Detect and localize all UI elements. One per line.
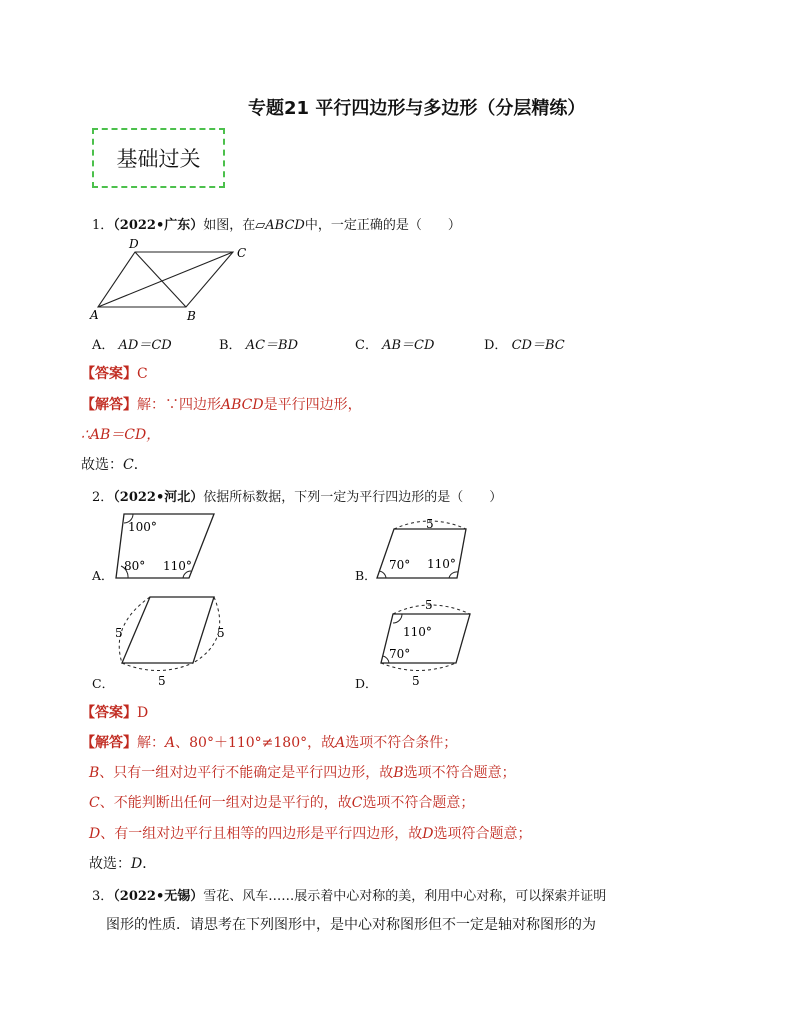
q2-figa-angle-br: 110°	[163, 559, 192, 573]
q2-figb-top-label: 5	[426, 517, 434, 531]
q2-figa-angle-top: 100°	[128, 520, 157, 534]
q1-stem-text-a: 如图，在	[203, 218, 256, 233]
q2-answer: 【答案】D	[81, 705, 149, 721]
q1-option-b: B． AC＝BD	[219, 338, 299, 353]
q1-vertex-A: A	[90, 308, 99, 322]
q2-option-a-label: A．	[92, 568, 114, 583]
q1-stem	[92, 214, 461, 233]
q2-figc-bottom-label: 5	[158, 674, 166, 688]
q2-number: 2．	[92, 490, 114, 505]
q2-figd-bottom-label: 5	[412, 674, 420, 688]
q2-solution-line1: 【解答】解：A、80°＋110°≠180°，故A选项不符合条件；	[81, 735, 458, 751]
q2-stem-text: 依据所标数据，下列一定为平行四边形的是（ ）	[203, 490, 503, 505]
q1-solution-line2: ∴AB＝CD，	[81, 427, 161, 443]
q2-source: （2022•河北）	[113, 490, 204, 505]
section-badge	[92, 128, 225, 188]
parallelogram-symbol: ▱	[255, 218, 266, 233]
q1-answer: 【答案】C	[81, 366, 148, 382]
q1-vertex-D: D	[129, 237, 139, 251]
q2-figc-left-label: 5	[115, 626, 123, 640]
q3-stem-line1: 3．（2022•无锡）雪花、风车……展示着中心对称的美，利用中心对称，可以探索并证明	[92, 889, 607, 904]
q1-option-c: C． AB＝CD	[355, 338, 435, 353]
q3-stem-line2: 图形的性质．请思考在下列图形中，是中心对称图形但不一定是轴对称图形的为	[106, 917, 596, 933]
q1-vertex-C: C	[237, 246, 247, 260]
section-badge-label: 基础过关	[116, 147, 201, 171]
q1-vertex-B: B	[187, 309, 196, 323]
q2-option-d-label: D．	[355, 676, 378, 691]
q2-figure-a	[116, 514, 214, 578]
q2-choose: 故选：D．	[89, 856, 157, 872]
q2-figb-angle-left: 70°	[389, 558, 411, 572]
q2-figure-c	[119, 597, 219, 671]
q1-solution-line1: 【解答】解：∵四边形ABCD是平行四边形，	[81, 397, 362, 413]
q1-option-d: D． CD＝BC	[484, 338, 565, 353]
q1-choose: 故选：C．	[81, 457, 148, 473]
q2-option-c-label: C．	[92, 676, 115, 691]
q1-source: （2022•广东）	[113, 218, 204, 233]
q2-figa-angle-bl: 80°	[124, 559, 146, 573]
q1-option-a: A． AD＝CD	[92, 338, 172, 353]
q1-stem-text-b: 中，一定正确的是（ ）	[304, 218, 461, 233]
q1-parallelogram	[98, 252, 233, 307]
q2-solution-line4: D、有一组对边平行且相等的四边形是平行四边形，故D选项符合题意；	[89, 826, 532, 842]
q1-number: 1．	[92, 218, 114, 233]
q2-figd-angle-top: 110°	[403, 625, 432, 639]
q2-figure-b	[377, 521, 466, 578]
q2-figb-angle-right: 110°	[427, 557, 456, 571]
page-title: 专题21 平行四边形与多边形（分层精练）	[248, 98, 586, 119]
q1-stem-shape: ABCD	[265, 218, 305, 233]
q2-solution-line3: C、不能判断出任何一组对边是平行的，故C选项不符合题意；	[89, 795, 475, 811]
q2-stem	[92, 486, 502, 505]
q2-figc-right-label: 5	[217, 626, 225, 640]
q2-figd-top-label: 5	[425, 598, 433, 612]
q2-figd-angle-bottom: 70°	[389, 647, 411, 661]
q2-option-b-label: B．	[355, 568, 377, 583]
q2-solution-line2: B、只有一组对边平行不能确定是平行四边形，故B选项不符合题意；	[89, 765, 516, 781]
q2-figure-d	[381, 605, 470, 671]
